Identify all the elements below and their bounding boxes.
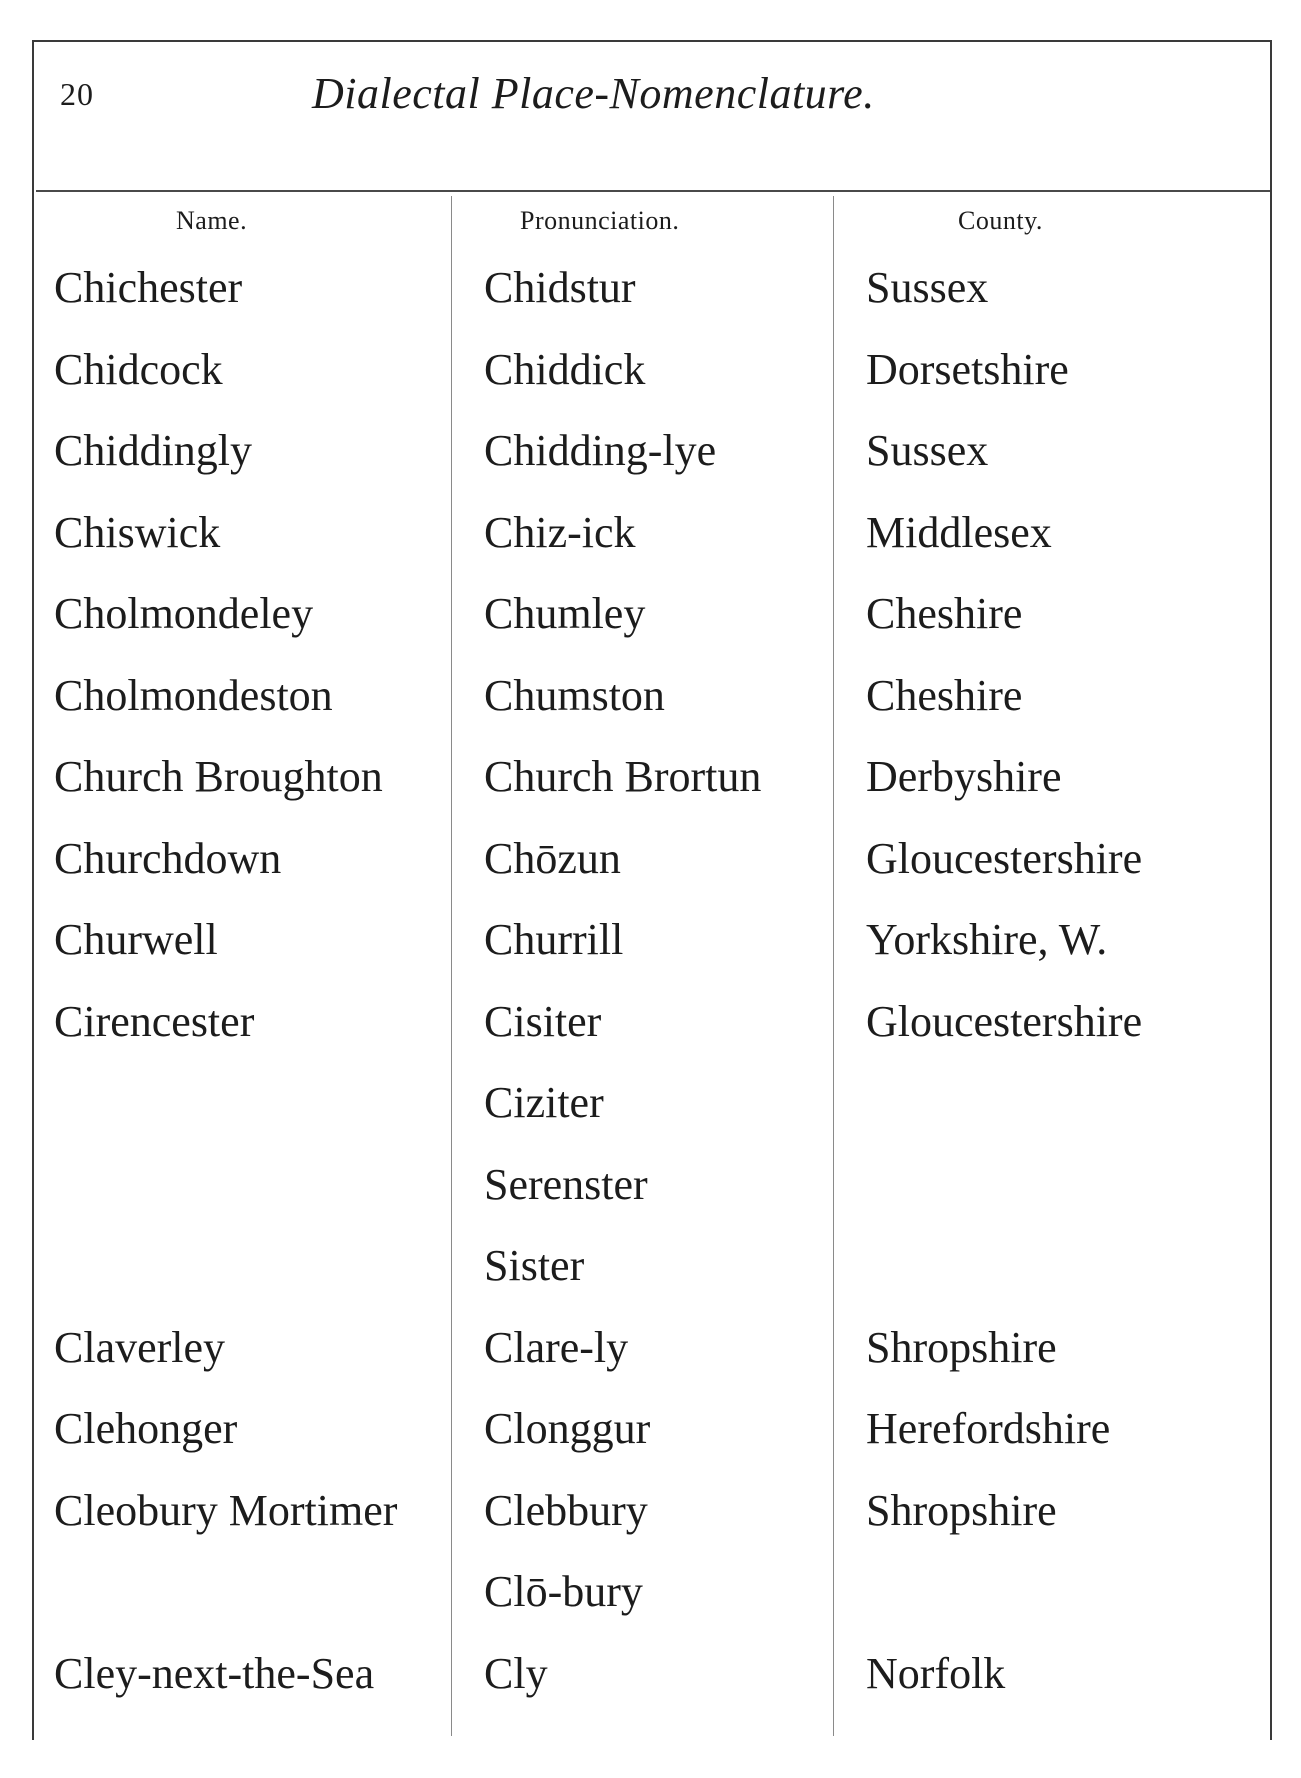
table-row — [36, 421, 1270, 503]
county-cell: Norfolk — [866, 1648, 1006, 1698]
pronunciation-cell: Clebbury — [484, 1485, 648, 1535]
table-row — [36, 910, 1270, 992]
county-cell: Shropshire — [866, 1322, 1057, 1372]
pronunciation-cell: Church Brortun — [484, 752, 762, 801]
page-number: 20 — [60, 76, 94, 112]
column-header-pronunciation: Pronunciation. — [520, 206, 680, 235]
place-name-cell: Churwell — [54, 915, 218, 964]
table-row — [36, 1562, 1270, 1644]
pronunciation-cell: Chumley — [484, 589, 646, 638]
county-cell: Middlesex — [866, 507, 1052, 557]
table-row — [36, 584, 1270, 666]
header-rule — [36, 190, 1270, 192]
table-row — [36, 1318, 1270, 1400]
county-cell: Herefordshire — [866, 1404, 1111, 1453]
pronunciation-cell: Cly — [484, 1648, 548, 1698]
running-title: Dialectal Place-Nomenclature. — [312, 69, 875, 118]
column-header-county: County. — [958, 206, 1043, 235]
table-row — [36, 829, 1270, 911]
county-cell: Cheshire — [866, 589, 1023, 638]
county-cell: Gloucestershire — [866, 833, 1143, 883]
place-name-cell: Chichester — [54, 263, 243, 312]
pronunciation-cell: Serenster — [484, 1159, 648, 1209]
pronunciation-cell: Churrill — [484, 915, 624, 964]
place-name-cell: Church Broughton — [54, 752, 383, 801]
place-name-cell: Chiswick — [54, 507, 221, 557]
place-name-cell: Churchdown — [54, 833, 282, 883]
place-name-cell: Cirencester — [54, 996, 255, 1046]
county-cell: Cheshire — [866, 670, 1023, 720]
county-cell: Dorsetshire — [866, 344, 1069, 394]
pronunciation-cell: Chumston — [484, 670, 665, 720]
county-cell: Derbyshire — [866, 752, 1062, 801]
pronunciation-cell: Chiddick — [484, 344, 646, 394]
table-row — [36, 1481, 1270, 1563]
pronunciation-cell: Clonggur — [484, 1404, 651, 1453]
county-cell: Shropshire — [866, 1485, 1057, 1535]
place-name-cell: Chiddingly — [54, 426, 253, 475]
column-header-name: Name. — [176, 206, 248, 235]
pronunciation-cell: Cisiter — [484, 996, 602, 1046]
table-row — [36, 1644, 1270, 1726]
pronunciation-cell: Clō-bury — [484, 1567, 643, 1616]
place-name-cell: Clehonger — [54, 1404, 238, 1453]
pronunciation-cell: Chiz-ick — [484, 507, 636, 557]
pronunciation-cell: Sister — [484, 1241, 585, 1290]
place-name-cell: Cholmondeston — [54, 670, 333, 720]
place-name-cell: Cley-next-the-Sea — [54, 1648, 375, 1698]
place-name-table — [36, 258, 1270, 1725]
pronunciation-cell: Clare-ly — [484, 1322, 629, 1372]
place-name-cell: Claverley — [54, 1322, 226, 1372]
county-cell: Yorkshire, W. — [866, 915, 1108, 964]
place-name-cell: Cleobury Mortimer — [54, 1485, 398, 1535]
pronunciation-cell: Chidstur — [484, 263, 636, 312]
table-row — [36, 258, 1270, 340]
county-cell: Sussex — [866, 426, 989, 475]
table-row — [36, 992, 1270, 1074]
table-row — [36, 1399, 1270, 1481]
pronunciation-cell: Chōzun — [484, 833, 621, 883]
table-row — [36, 340, 1270, 422]
pronunciation-cell: Ciziter — [484, 1078, 604, 1127]
table-row — [36, 1073, 1270, 1155]
place-name-cell: Chidcock — [54, 344, 223, 394]
place-name-cell: Cholmondeley — [54, 589, 314, 638]
table-row — [36, 1155, 1270, 1237]
table-row — [36, 1236, 1270, 1318]
table-row — [36, 747, 1270, 829]
table-row — [36, 666, 1270, 748]
pronunciation-cell: Chidding-lye — [484, 426, 717, 475]
table-row — [36, 503, 1270, 585]
county-cell: Sussex — [866, 263, 989, 312]
county-cell: Gloucestershire — [866, 996, 1143, 1046]
